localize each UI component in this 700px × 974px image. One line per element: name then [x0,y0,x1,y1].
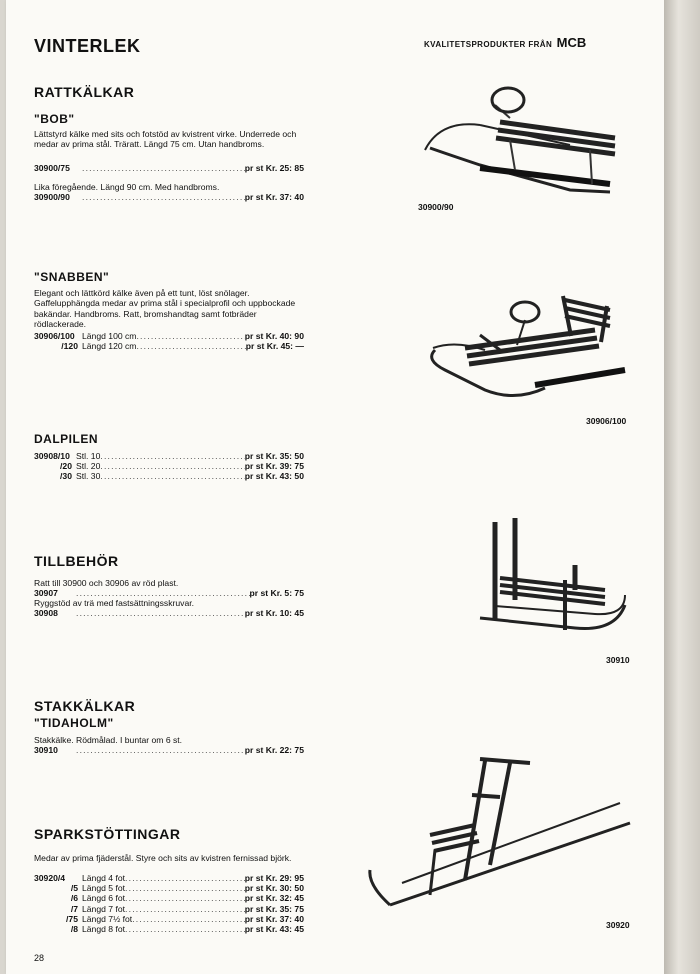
size: Stl. 20 [76,461,101,472]
image-caption: 30906/100 [586,416,627,426]
article-code: 30908/10 [34,451,70,461]
page-number: 28 [34,953,45,963]
price: pr st Kr. 45: — [245,341,304,352]
leader-dots [125,924,245,934]
price-row [34,331,304,341]
section-heading-stakkalkar: STAKKÄLKAR [34,698,136,714]
price: pr st Kr. 29: 95 [244,873,304,883]
article-code: /20 [60,461,72,472]
article-code: 30907 [34,588,58,598]
price-list-dalpilen [34,451,304,482]
article-code: /75 [66,913,78,924]
price: pr st Kr. 43: 50 [244,471,304,482]
stakkalke-image [475,510,635,645]
leader-dots [82,163,245,173]
price-row [34,893,304,903]
bob-sled-image [420,80,630,200]
price-row [34,341,304,351]
page-title: VINTERLEK [34,36,141,56]
product-desc-spark: Medar av prima fjäderstål. Styre och sits av kvistren fernissad björk. [34,853,292,863]
size: Längd 100 cm [82,331,137,341]
product-desc-bob-2: Lika föregående. Längd 90 cm. Med handbroms. [34,182,220,192]
article-code: /30 [60,471,72,482]
product-desc-bob: Lättstyrd kälke med sits och fotstöd av kvistrent virke. Underrede och medar av prima stål. Träratt. Längd 75 cm. Utan handbroms. [34,129,297,150]
product-name-snabben: "SNABBEN" [34,270,110,284]
size: Längd 5 fot [82,883,126,894]
leader-dots [125,883,245,893]
section-heading-tillbehor: TILLBEHÖR [34,553,119,569]
leader-dots [125,893,245,903]
product-desc-snabben: Elegant och lättkörd kälke även på ett tunt, löst snölager. Gaffelupphängda medar av prima stål i specialprofil och uppbockade bakändar. Handbroms. Ratt, bromshandtag samt fotbräder rödlackerade. [34,288,296,330]
price-row [34,608,304,618]
article-code: /6 [70,893,78,904]
image-caption: 30900/90 [418,202,454,212]
price: pr st Kr. 37: 40 [244,913,304,924]
size: Längd 7½ fot [82,913,133,924]
size: Längd 7 fot [82,903,126,914]
leader-dots [125,904,245,914]
price: pr st Kr. 5: 75 [249,588,304,598]
price-row [34,163,304,173]
size: Stl. 30 [76,471,101,482]
article-code: /120 [61,341,78,352]
section-heading-rattkalkar: RATTKÄLKAR [34,84,135,100]
article-code: /7 [70,903,78,914]
brand-name: MCB [556,35,587,50]
section-heading-spark: SPARKSTÖTTINGAR [34,826,181,842]
size: Längd 6 fot [82,893,126,904]
size: Längd 4 fot [82,873,126,883]
accessory-desc-2: Ryggstöd av trä med fastsättningsskruvar. [34,598,195,608]
image-caption: 30910 [606,655,630,665]
article-code: 30900/75 [34,163,70,173]
price-row [34,588,304,598]
section-heading-dalpilen: DALPILEN [34,432,98,446]
price-row [34,451,304,461]
leader-dots [100,451,244,461]
size: Längd 120 cm [82,341,137,352]
article-code: 30910 [34,745,58,755]
price-row [34,883,304,893]
product-desc-tidaholm: Stakkälke. Rödmålad. I buntar om 6 st. [34,735,183,745]
price: pr st Kr. 39: 75 [244,461,304,472]
article-code: 30906/100 [34,331,75,341]
price: pr st Kr. 30: 50 [244,883,304,894]
price-row [34,873,304,883]
size: Längd 8 fot [82,924,126,935]
price: pr st Kr. 22: 75 [244,745,304,755]
product-name-bob: "BOB" [34,112,75,126]
price: pr st Kr. 10: 45 [244,608,304,618]
price: pr st Kr. 37: 40 [244,192,304,202]
article-code: 30920/4 [34,873,66,883]
leader-dots [76,588,250,598]
leader-dots [125,873,245,883]
article-code: /5 [70,883,78,894]
leader-dots [76,745,245,755]
article-code: 30908 [34,608,58,618]
price-row [34,904,304,914]
brand-prefix: KVALITETSPRODUKTER FRÅN [424,40,553,49]
leader-dots [76,608,245,618]
price-row [34,192,304,202]
page-edge [664,0,700,974]
leader-dots [132,914,245,924]
snabben-sled-image [425,290,635,410]
price: pr st Kr. 40: 90 [244,331,304,341]
leader-dots [136,341,245,351]
image-caption: 30920 [606,920,630,930]
price-list-snabben [34,331,304,351]
article-code: /8 [70,924,78,935]
size: Stl. 10 [76,451,101,461]
price: pr st Kr. 35: 50 [244,451,304,461]
price: pr st Kr. 35: 75 [244,903,304,914]
leader-dots [136,331,244,341]
leader-dots [82,192,245,202]
leader-dots [100,471,244,481]
accessory-desc-1: Ratt till 30900 och 30906 av röd plast. [34,578,179,588]
price-row [34,914,304,924]
leader-dots [100,461,244,471]
article-code: 30900/90 [34,192,70,202]
price-row [34,461,304,471]
brand-line [424,34,586,52]
price: pr st Kr. 43: 45 [244,924,304,935]
price: pr st Kr. 25: 85 [244,163,304,173]
price: pr st Kr. 32: 45 [244,893,304,904]
price-row [34,745,304,755]
price-list-spark [34,873,304,934]
price-row [34,471,304,481]
sparkstotting-image [360,755,640,920]
price-row [34,924,304,934]
product-name-tidaholm: "TIDAHOLM" [34,716,114,730]
